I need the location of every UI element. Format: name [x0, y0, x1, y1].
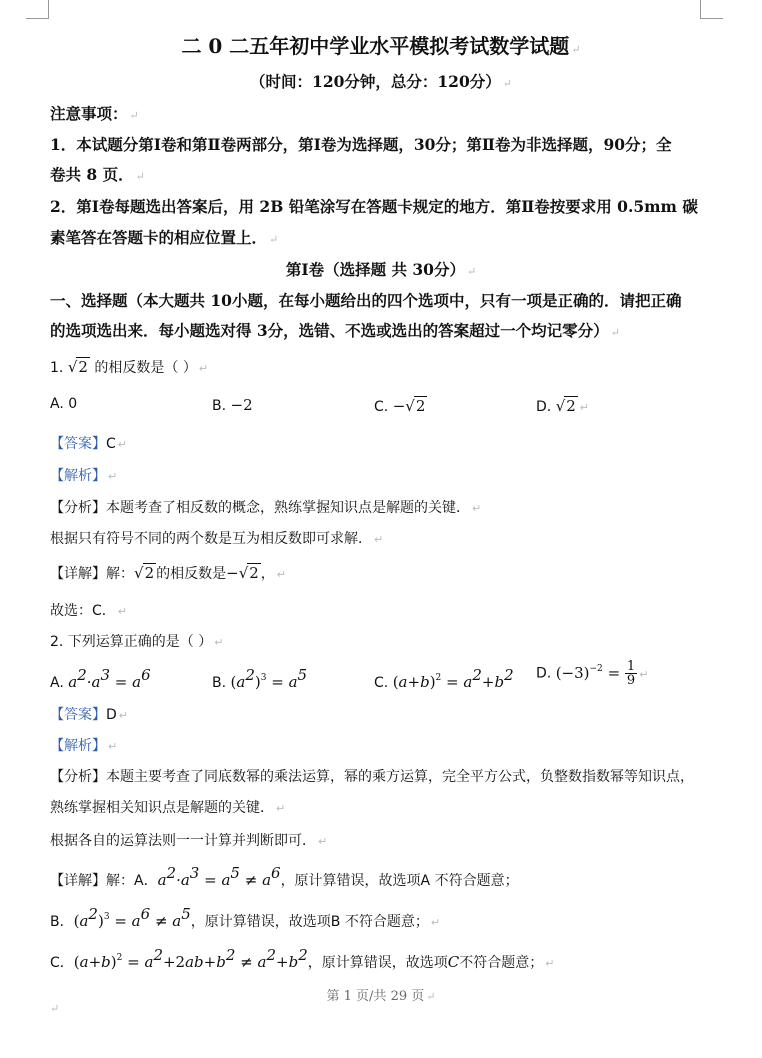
section-intro-line-1: 一、选择题（本大题共 10小题，在每小题给出的四个选项中，只有一项是正确的．请把正确: [50, 291, 682, 310]
question-2: 2. 下列运算正确的是（ ） ↵: [50, 634, 224, 650]
q1-explanation-tag: 【解析】 ↵: [50, 468, 118, 484]
notes-heading: 注意事项： ↵: [50, 104, 139, 123]
q2-option-c: C. $(a+b)^2 = a^2+b^2$: [374, 666, 514, 691]
section-title: 第Ⅰ卷（选择题 共 30分） ↵: [285, 260, 477, 279]
note-1-line-2: 卷共 8 页． ↵: [50, 165, 145, 184]
page-title: 二 0 二五年初中学业水平模拟考试数学试题 ↵: [181, 34, 581, 58]
end-paragraph-mark: ↵: [50, 1002, 60, 1015]
q2-detail-a: 【详解】解：A．$a^2\cdot a^3 = a^5 \ne a^6$，原计算错误，故选项A 不符合题意；: [50, 864, 519, 889]
section-intro-line-2: 的选项选出来．每小题选对得 3分，选错、不选或选出的答案超过一个均记零分） ↵: [50, 321, 620, 340]
q1-detail: 【详解】解：√2 的相反数是−√2 ， ↵: [50, 564, 287, 582]
exam-duration: （时间：120分钟，总分：120分） ↵: [250, 72, 512, 91]
crop-mark-top-left: [26, 0, 49, 19]
q1-answer: 【答案】C ↵: [50, 436, 127, 452]
q2-method: 根据各自的运算法则一一计算并判断即可． ↵: [50, 833, 328, 849]
q2-option-d: D. $(-3)^{-2}$ = $\frac{1}{9}$ ↵: [536, 659, 649, 688]
q2-answer: 【答案】D ↵: [50, 707, 128, 723]
q1-method: 根据只有符号不同的两个数是互为相反数即可求解． ↵: [50, 531, 384, 547]
q2-analysis-line-2: 熟练掌握相关知识点是解题的关键． ↵: [50, 800, 286, 816]
q2-option-a: A. $a^2\cdot a^3 = a^6$: [50, 666, 151, 691]
q1-choice: 故选：C． ↵: [50, 603, 127, 619]
q1-option-d: D. √2 ↵: [536, 397, 590, 415]
q1-analysis: 【分析】本题考查了相反数的概念，熟练掌握知识点是解题的关键． ↵: [50, 500, 482, 516]
page-footer: 第 1 页/共 29 页 ↵: [326, 989, 436, 1004]
note-1-line-1: 1．本试题分第Ⅰ卷和第Ⅱ卷两部分，第Ⅰ卷为选择题，30分；第Ⅱ卷为非选择题，90分；全: [50, 135, 672, 154]
q2-analysis-line-1: 【分析】本题主要考查了同底数幂的乘法运算，幂的乘方运算，完全平方公式，负整数指数幂等知识点，: [50, 769, 694, 785]
q1-option-a: A. 0: [50, 396, 78, 412]
note-2-line-1: 2．第Ⅰ卷每题选出答案后，用 2B 铅笔涂写在答题卡规定的地方．第Ⅱ卷按要求用 0.5mm 碳: [50, 197, 698, 216]
q1-option-c: C. −√2: [374, 397, 426, 415]
q2-option-b: B. $(a^2)^3 = a^5$: [212, 666, 308, 691]
fraction-one-ninth: $\frac{1}{9}$: [626, 659, 636, 688]
q1-option-b: B. −2: [212, 396, 253, 414]
q2-explanation-tag: 【解析】 ↵: [50, 738, 118, 754]
note-2-line-2: 素笔答在答题卡的相应位置上． ↵: [50, 228, 279, 247]
question-1: 1. √2 的相反数是（ ） ↵: [50, 358, 209, 376]
q2-detail-b: B．$(a^2)^3 = a^6 \ne a^5$，原计算错误，故选项B 不符合题意； ↵: [50, 905, 441, 930]
crop-mark-top-right: [700, 0, 723, 19]
q2-detail-c: C．$(a+b)^2 = a^2+2ab+b^2 \ne a^2+b^2$，原计算错误，故选项C不符合题意； ↵: [50, 946, 555, 971]
